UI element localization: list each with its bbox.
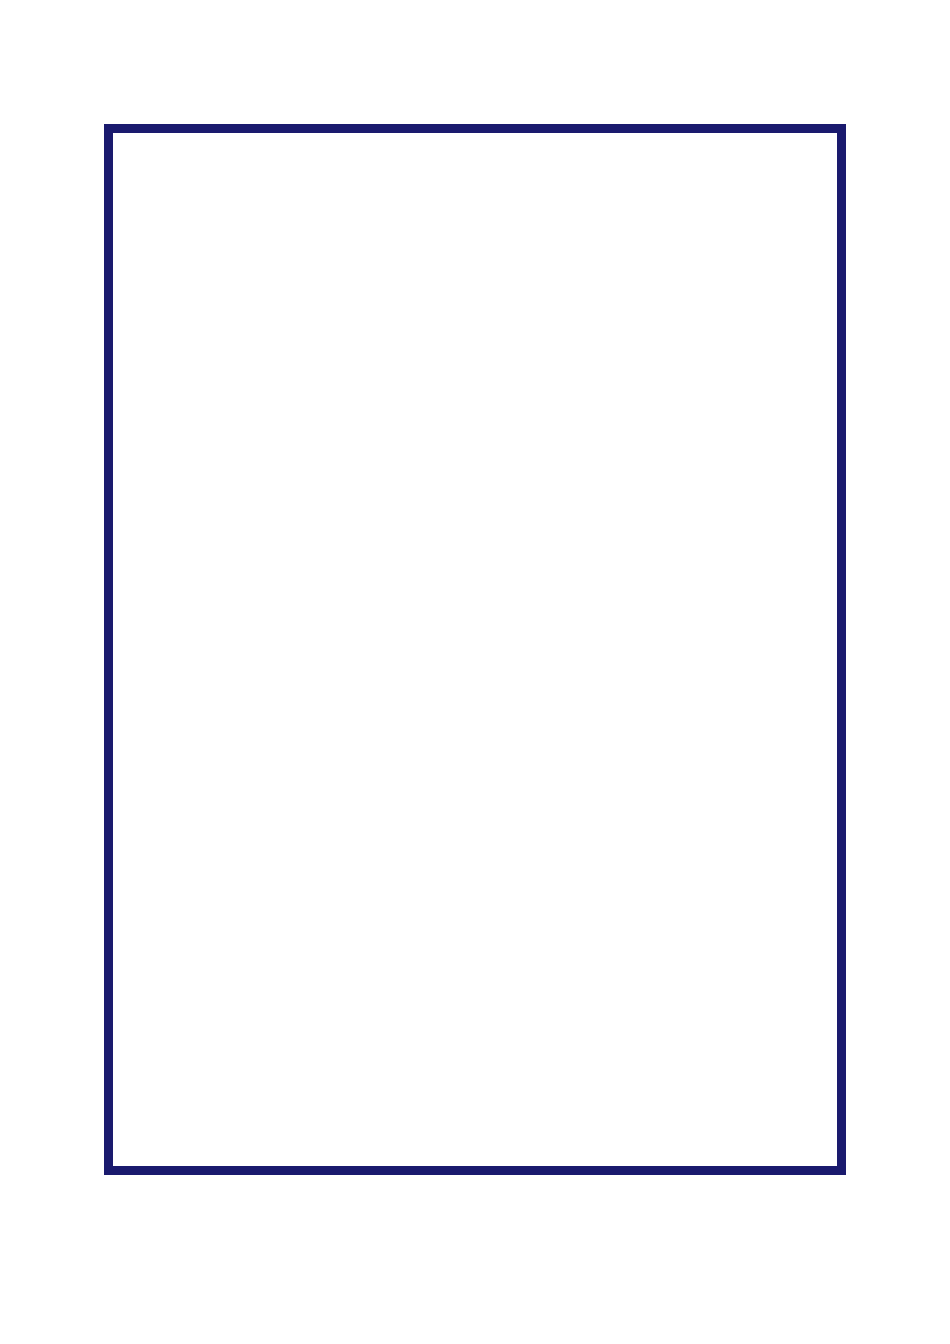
page-border-frame: [104, 124, 846, 1175]
